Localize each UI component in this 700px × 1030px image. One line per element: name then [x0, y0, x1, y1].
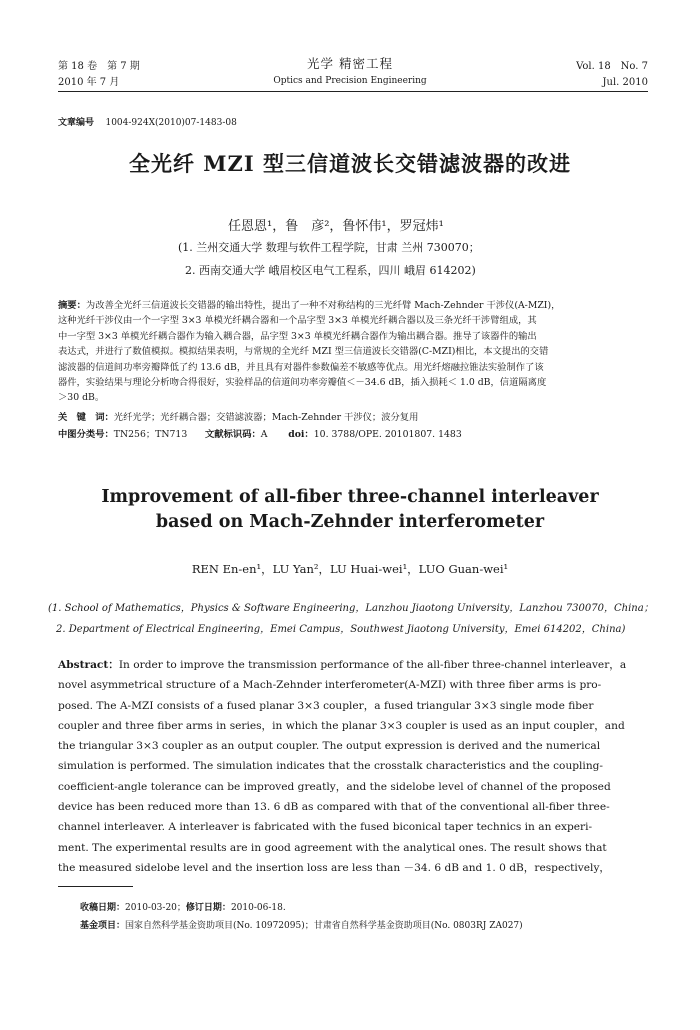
- article-id: [58, 115, 237, 128]
- authors-cn: 任恩恩¹，鲁 彦²，鲁怀伟¹，罗冠炜¹: [228, 219, 444, 234]
- abstract-cn-line: [58, 298, 648, 313]
- abstract-cn-label: 摘要：: [58, 300, 86, 311]
- volume-number-en: Vol. 18 No. 7: [576, 61, 648, 72]
- abstract-en-line: device has been reduced more than 13. 6 dB as compared with that of the conventional all-fiber three-: [58, 801, 610, 814]
- title-en-line-2: based on Mach-Zehnder interferometer: [155, 512, 545, 532]
- affiliation-en-2: 2. Department of Electrical Engineering，Emei Campus，Southwest Jiaotong University，Emei 614202，China): [56, 624, 626, 635]
- received-value: 2010-03-20；: [125, 903, 186, 913]
- abstract-en-line: coefficient-angle tolerance can be improved greatly，and the sidelobe level of channel of the proposed: [58, 780, 611, 793]
- revised-label: 修订日期：: [185, 903, 231, 913]
- doi-label: doi：: [288, 429, 314, 440]
- clc-value: TN256；TN713: [113, 429, 188, 440]
- header-rule: [58, 91, 648, 92]
- abstract-en: [58, 655, 648, 878]
- keywords: [58, 409, 418, 423]
- footnote-fund: [80, 918, 523, 931]
- doc-code-label: 文献标识码：: [205, 429, 261, 440]
- abstract-cn-text: 为改善全光纤三信道波长交错器的输出特性，提出了一种不对称结构的三光纤臂 Mach-Zehnder 干涉仪(A-MZI)，: [85, 300, 561, 311]
- authors-en: REN En-en¹，LU Yan²，LU Huai-wei¹，LUO Guan-wei¹: [191, 562, 509, 576]
- footnote-rule: [58, 886, 133, 887]
- keywords-label: 关 键 词：: [58, 412, 114, 423]
- abstract-cn-line: 滤波器的信道间功率旁瓣降低了约 13.6 dB，并且具有对器件参数偏差不敏感等优点。用光纤熔融拉锥法实验制作了该: [58, 361, 544, 373]
- abstract-en-line: [58, 655, 648, 675]
- date-en: Jul. 2010: [602, 77, 648, 88]
- abstract-cn-line: ＞30 dB。: [58, 392, 105, 404]
- fund-value: 国家自然科学基金资助项目(No. 10972095)；甘肃省自然科学基金资助项目(No. 0803RJ ZA027): [125, 921, 523, 931]
- abstract-cn-line: 中一字型 3×3 单模光纤耦合器作为输入耦合器，品字型 3×3 单模光纤耦合器作为输出耦合器。推导了该器件的输出: [58, 330, 537, 342]
- article-id-label: 文章编号: [58, 118, 95, 128]
- fund-label: 基金项目：: [80, 921, 126, 931]
- keywords-value: 光纤光学；光纤耦合器；交错滤波器；Mach-Zehnder 干涉仪；波分复用: [113, 412, 419, 423]
- abstract-cn-line: 表达式，并进行了数值模拟。模拟结果表明，与常规的全光纤 MZI 型三信道波长交错器(C-MZI)相比，本文提出的交错: [58, 346, 549, 358]
- abstract-cn: [58, 298, 648, 406]
- doi-value: 10. 3788/OPE. 20101807. 1483: [313, 429, 462, 440]
- abstract-en-line: channel interleaver. A interleaver is fabricated with the fused biconical taper technics in an experi-: [58, 821, 593, 834]
- volume-issue: 第 18 卷 第 7 期: [58, 61, 140, 72]
- abstract-en-text: In order to improve the transmission performance of the all-fiber three-channel interleaver，a: [118, 659, 627, 671]
- received-label: 收稿日期：: [80, 903, 126, 913]
- abstract-en-line: posed. The A-MZI consists of a fused planar 3×3 coupler，a fused triangular 3×3 single mode fiber: [58, 699, 594, 712]
- abstract-cn-line: 这种光纤干涉仪由一个一字型 3×3 单模光纤耦合器和一个品字型 3×3 单模光纤耦合器以及三条光纤干涉臂组成，其: [58, 315, 537, 327]
- footnote-dates: [80, 900, 286, 913]
- title-cn: 全光纤 MZI 型三信道波长交错滤波器的改进: [128, 151, 572, 176]
- journal-name-cn: 光学 精密工程: [307, 56, 393, 71]
- clc-label: 中图分类号：: [58, 429, 114, 440]
- journal-date: 2010 年 7 月: [58, 77, 120, 88]
- abstract-en-line: ment. The experimental results are in good agreement with the analytical ones. The result shows that: [58, 841, 607, 854]
- affiliation-cn-2: 2. 西南交通大学 峨眉校区电气工程系，四川 峨眉 614202): [185, 264, 476, 277]
- abstract-en-label: Abstract：: [58, 659, 119, 671]
- doc-code-value: A: [260, 429, 268, 440]
- affiliation-en-1: (1. School of Mathematics，Physics & Software Engineering，Lanzhou Jiaotong University，Lanzhou 730070，China；: [48, 603, 654, 614]
- abstract-en-line: the triangular 3×3 coupler as an output coupler. The output expression is derived and the numerical: [58, 740, 601, 753]
- affiliation-cn-1: (1. 兰州交通大学 数理与软件工程学院，甘肃 兰州 730070；: [178, 241, 480, 254]
- journal-name-en: Optics and Precision Engineering: [273, 76, 427, 86]
- article-id-value: 1004-924X(2010)07-1483-08: [105, 118, 237, 128]
- revised-value: 2010-06-18.: [230, 903, 286, 913]
- abstract-en-line: novel asymmetrical structure of a Mach-Zehnder interferometer(A-MZI) with three fiber arms is pro-: [58, 679, 602, 692]
- classification: [58, 426, 462, 440]
- title-en-line-1: Improvement of all-fiber three-channel interleaver: [101, 487, 599, 507]
- abstract-en-line: simulation is performed. The simulation indicates that the crosstalk characteristics and the coupling-: [58, 760, 604, 773]
- abstract-en-line: coupler and three fiber arms in series，in which the planar 3×3 coupler is used as an input coupler，and: [58, 719, 625, 732]
- abstract-cn-line: 器件，实验结果与理论分析吻合得很好，实验样品的信道间功率旁瓣值＜－34.6 dB，插入损耗＜ 1.0 dB，信道隔离度: [58, 377, 547, 389]
- abstract-en-line: the measured sidelobe level and the insertion loss are less than －34. 6 dB and 1. 0 dB，respectively，: [58, 861, 611, 874]
